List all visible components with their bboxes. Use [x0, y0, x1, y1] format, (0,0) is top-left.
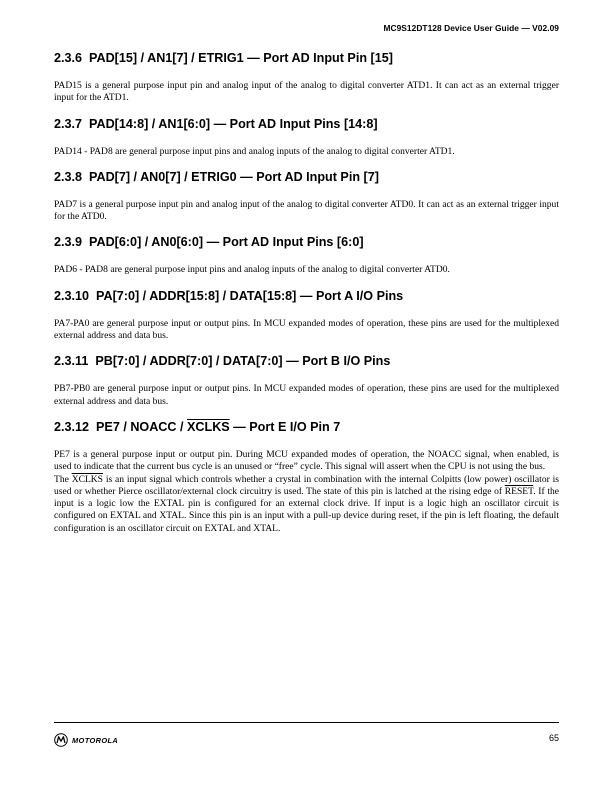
- section-paragraph: PAD15 is a general purpose input pin and analog input of the analog to digital converter ATD1. It can act as an external trigger input for the ATD1.: [54, 80, 559, 104]
- section-title: PB[7:0] / ADDR[7:0] / DATA[7:0] — Port B I/O Pins: [95, 354, 391, 369]
- paragraph-text: is an input signal which controls whether a crystal in combination with the internal Colpitts (low power) oscillator is used or whether Pierce oscillator/external clock circuitry is used. The state of this pin is latched at the rising edge of: [54, 473, 559, 497]
- section-title: PAD[15] / AN1[7] / ETRIG1 — Port AD Input Pin [15]: [89, 51, 393, 65]
- section-number: 2.3.9: [54, 235, 83, 250]
- section-number: 2.3.10: [54, 288, 90, 303]
- section-heading: [54, 288, 559, 304]
- active-low-signal: XCLKS: [71, 473, 103, 485]
- section-heading: [54, 419, 559, 435]
- section-heading: [54, 50, 559, 66]
- section-heading: [54, 116, 559, 132]
- footer-divider: [54, 722, 559, 723]
- section-2-3-9: [54, 234, 559, 276]
- section-paragraph: PAD6 - PAD8 are general purpose input pins and analog inputs of the analog to digital converter ATD0.: [54, 264, 450, 276]
- section-title: PAD[7] / AN0[7] / ETRIG0 — Port AD Input Pin [7]: [89, 169, 379, 184]
- section-number: 2.3.8: [54, 169, 83, 184]
- section-title: PA[7:0] / ADDR[15:8] / DATA[15:8] — Port A I/O Pins: [96, 288, 404, 303]
- section-number: 2.3.12: [54, 419, 90, 434]
- section-paragraph: PAD7 is a general purpose input pin and analog input of the analog to digital converter ATD0. It can act as an external trigger input for the ATD0.: [54, 198, 559, 223]
- section-number: 2.3.11: [54, 354, 89, 369]
- section-2-3-11: [54, 353, 559, 408]
- section-number: 2.3.7: [54, 116, 83, 131]
- brand-name: MOTOROLA: [72, 735, 119, 745]
- paragraph-text: . If the input is a logic low the EXTAL pin is configured for an external clock drive. If input is a logic high an oscillator circuit is configured on EXTAL and XTAL. Since this pin is an input with a pull-up device during reset, if the pin is left floating, the default configuration is an oscillator circuit on EXTAL and XTAL.: [54, 485, 559, 534]
- section-heading: [54, 353, 559, 369]
- section-title: PAD[6:0] / AN0[6:0] — Port AD Input Pins [6:0]: [89, 235, 364, 250]
- running-header: MC9S12DT128 Device User Guide — V02.09: [383, 23, 559, 33]
- active-low-signal: RESET: [504, 485, 534, 497]
- section-paragraph: [54, 474, 559, 535]
- section-2-3-12: [54, 419, 559, 535]
- section-title-prefix: PE7 / NOACC /: [96, 419, 187, 434]
- section-2-3-7: [54, 116, 559, 158]
- paragraph-text: The: [54, 473, 72, 485]
- section-paragraph: PE7 is a general purpose input or output pin. During MCU expanded modes of operation, the NOACC signal, when enabled, is used to indicate that the current bus cycle is an unused or “free” cycle. This signal will assert when the CPU is not using the bus.: [54, 448, 559, 473]
- section-title: PAD[14:8] / AN1[6:0] — Port AD Input Pins [14:8]: [89, 116, 378, 131]
- motorola-logo-icon: [54, 733, 68, 747]
- section-title-suffix: — Port E I/O Pin 7: [229, 419, 341, 434]
- section-title-active-low-signal: XCLKS: [187, 419, 230, 434]
- section-2-3-6: [54, 50, 559, 105]
- section-2-3-8: [54, 169, 559, 224]
- section-paragraph: PAD14 - PAD8 are general purpose input pins and analog inputs of the analog to digital converter ATD1.: [54, 145, 455, 157]
- section-paragraph: PA7-PA0 are general purpose input or output pins. In MCU expanded modes of operation, these pins are used for the multiplexed external address and data bus.: [54, 317, 559, 342]
- section-number: 2.3.6: [54, 51, 83, 65]
- section-2-3-10: [54, 288, 559, 343]
- page-number: 65: [548, 733, 559, 743]
- section-heading: [54, 169, 559, 185]
- footer-brand: [54, 733, 118, 747]
- page-content: [54, 50, 559, 545]
- section-heading: [54, 234, 559, 250]
- section-paragraph: PB7-PB0 are general purpose input or output pins. In MCU expanded modes of operation, these pins are used for the multiplexed external address and data bus.: [54, 383, 559, 407]
